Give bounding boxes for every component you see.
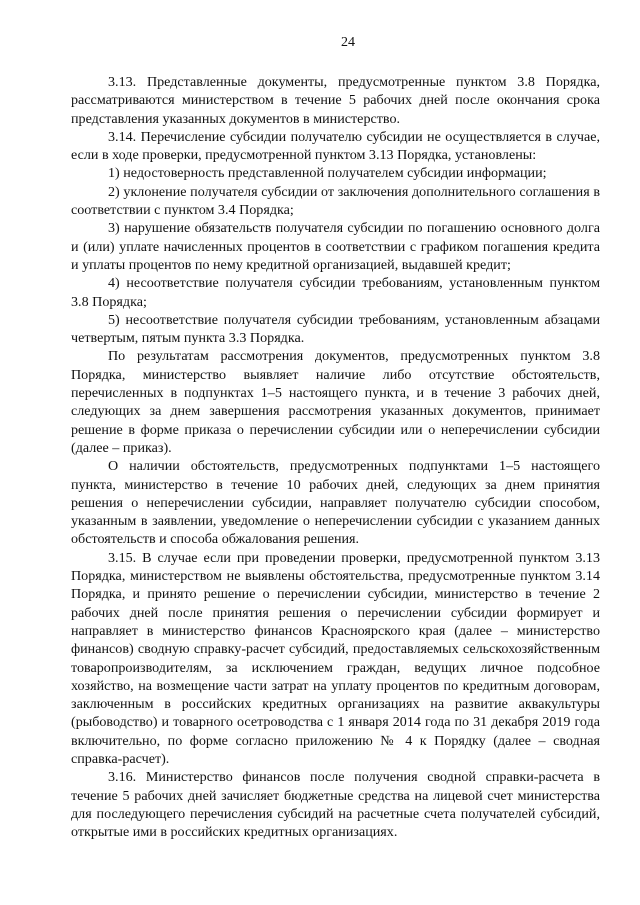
document-body [71, 73, 600, 841]
list-item-2: 2) уклонение получателя субсидии от заключения дополнительного соглашения в соответствии с пунктом 3.4 Порядка; [71, 183, 600, 219]
list-item-4: 4) несоответствие получателя субсидии требованиям, установленным пунктом 3.8 Порядка; [71, 275, 600, 310]
list-item-5: 5) несоответствие получателя субсидии требованиям, установленным абзацами четвертым, пятым пункта 3.3 Порядка. [71, 311, 600, 347]
paragraph-notification: О наличии обстоятельств, предусмотренных подпунктами 1–5 настоящего пункта, министерство в течение 10 рабочих дней, следующих за днем принятия решения о неперечислении субсидии, направляет получателю субсидии способом, указанным в заявлении, уведомление о неперечислении субсидии с указанием данных обстоятельств и способа обжалования решения. [71, 458, 600, 548]
list-item-1: 1) недостоверность представленной получателем субсидии информации; [108, 165, 547, 182]
paragraph-review-results: По результатам рассмотрения документов, предусмотренных пунктом 3.8 Порядка, министерство выявляет наличие либо отсутствие обстоятельств, перечисленных в подпунктах 1–5 настоящего пункта, и в течение 3 рабочих дней, следующих за днем завершения рассмотрения указанных документов, принимает решение в форме приказа о перечислении субсидии или о неперечислении субсидии (далее – приказ). [71, 348, 600, 456]
paragraph-3-15: 3.15. В случае если при проведении проверки, предусмотренной пунктом 3.13 Порядка, министерством не выявлены обстоятельства, предусмотренные пунктом 3.14 Порядка, и принято решение о перечислении субсидии, министерство в течение 2 рабочих дней после принятия решения о перечислении субсидии формирует и направляет в министерство финансов Красноярского края (далее – министерство финансов) сводную справку-расчет субсидий, предоставляемых сельскохозяйственным товаропроизводителям, за исключением граждан, ведущих личное подсобное хозяйство, на возмещение части затрат на уплату процентов по кредитным договорам, заключенным в российских кредитных организациях на развитие аквакультуры (рыбоводство) и товарного осетроводства с 1 января 2014 года по 31 декабря 2019 года включительно, по форме согласно приложению № 4 к Порядку (далее – сводная справка-расчет). [71, 549, 600, 767]
paragraph-3-16: 3.16. Министерство финансов после получения сводной справки-расчета в течение 5 рабочих дней зачисляет бюджетные средства на лицевой счет министерства для последующего перечисления субсидий на расчетные счета получателей субсидий, открытые ими в российских кредитных организациях. [71, 769, 600, 841]
page-number: 24 [341, 35, 355, 50]
list-item-3: 3) нарушение обязательств получателя субсидии по погашению основного долга и (или) уплате начисленных процентов в соответствии с графиком погашения кредита и уплаты процентов по нему кредитной организацией, выдавшей кредит; [71, 220, 600, 273]
paragraph-3-14: 3.14. Перечисление субсидии получателю субсидии не осуществляется в случае, если в ходе проверки, предусмотренной пунктом 3.13 Порядка, установлены: [71, 128, 600, 164]
paragraph-3-13: 3.13. Представленные документы, предусмотренные пунктом 3.8 Порядка, рассматриваются министерством в течение 5 рабочих дней после окончания срока представления указанных документов в министерство. [71, 74, 600, 127]
